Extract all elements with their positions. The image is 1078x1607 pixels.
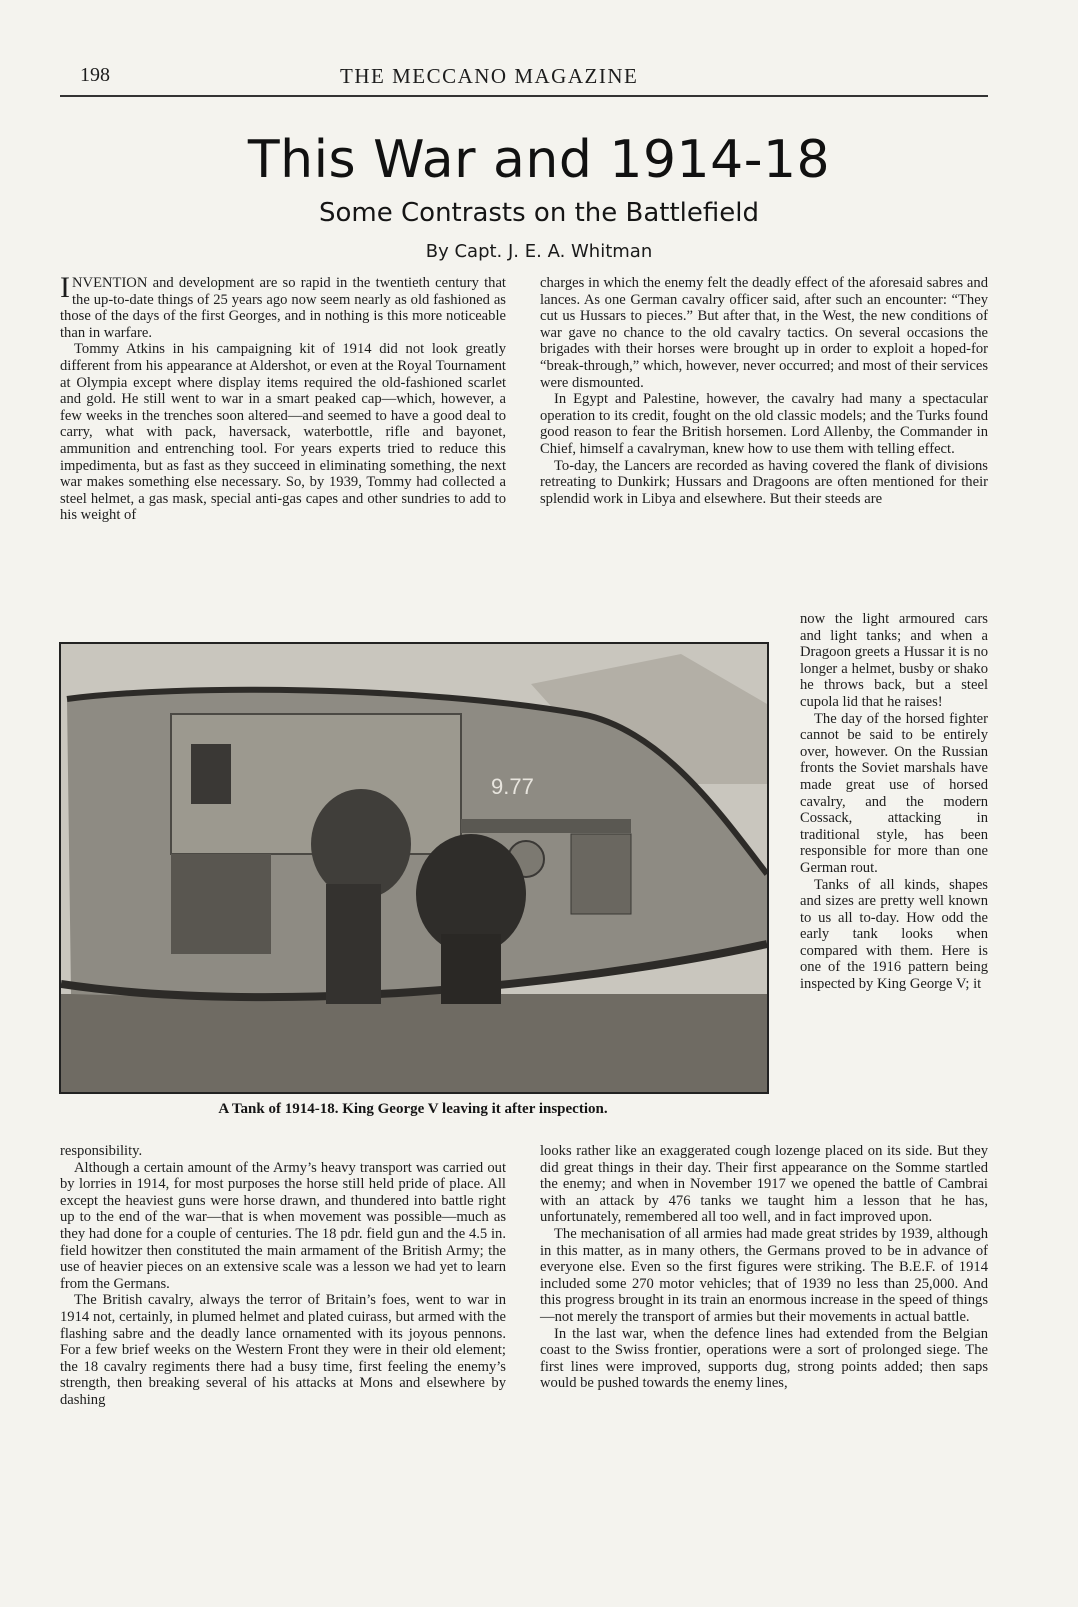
tank-door <box>171 854 271 954</box>
paragraph: The British cavalry, always the terror of Britain’s foes, went to war in 1914 not, certainly, in plumed helmet and plated cuirass, but armed with the flashing sabre and the deadly lance ornamented with its joyous pennons. For a few brief weeks on the Western Front they were in their old element; the 18 cavalry regiments there had a busy time, first feeling the enemy’s strength, then breaking several of his attacks at Mons and elsewhere by dashing <box>60 1292 506 1408</box>
figure-officer-legs <box>441 934 501 1004</box>
paragraph: In the last war, when the defence lines had extended from the Belgian coast to the Swiss frontier, operations were a sort of prolonged siege. The first lines were improved, supports dug, strong points added; then saps would be pushed towards the enemy lines, <box>540 1325 988 1392</box>
paragraph: The mechanisation of all armies had made great strides by 1939, although in this matter, as in many others, the Germans proved to be in advance of everyone else. Even so the first figures were striking. The B.E.F. of 1914 included some 270 motor vehicles; that of 1939 no less than 25,000. And this progress brought in its train an enormous increase in the speed of things—not merely the transport of armies but their movements in actual battle. <box>540 1225 988 1325</box>
column-left-bottom <box>60 1143 506 1409</box>
paragraph: To-day, the Lancers are recorded as having covered the flank of divisions retreating to Dunkirk; Hussars and Dragoons are often mentioned for their splendid work in Libya and elsewhere. But their steeds are <box>540 457 988 507</box>
article-subtitle: Some Contrasts on the Battlefield <box>319 198 759 228</box>
article-title: This War and 1914-18 <box>247 130 831 190</box>
photo-ground <box>61 994 767 1092</box>
paragraph: The day of the horsed fighter cannot be said to be entirely over, however. On the Russian fronts the Soviet marshals have made great use of horsed cavalry, and the modern Cossack, attacking in traditional style, has been responsible for more than one German rout. <box>800 710 988 876</box>
paragraph: Tanks of all kinds, shapes and sizes are pretty well known to us all to-day. How odd the early tank looks when compared with them. Here is one of the 1916 pattern being inspected by King George V; it <box>800 876 988 993</box>
engine-grille <box>571 834 631 914</box>
tank-marking: 9.77 <box>491 774 534 799</box>
paragraph: responsibility. <box>60 1143 143 1159</box>
figure-king <box>311 789 411 899</box>
paragraph: INVENTION and development are so rapid in the twentieth century that the up-to-date things of 25 years ago now seem nearly as old fashioned as those of the days of the first Georges, and in nothing is this more noticeable than in warfare. <box>60 271 506 341</box>
tank-photograph <box>59 642 769 1094</box>
paragraph: In Egypt and Palestine, however, the cavalry had many a spectacular operation to its credit, fought on the old classic models; and the Turks found good reason to fear the British horsemen. Lord Allenby, the Commander in Chief, himself a cavalryman, knew how to use them with telling effect. <box>540 391 988 457</box>
paragraph: charges in which the enemy felt the deadly effect of the aforesaid sabres and lances. As one German cavalry officer said, after such an encounter: “They cut us Hussars to pieces.” But after that, in the West, the new conditions of war gave no chance to the old cavalry tactics. On several occasions the brigades with their horses were brought up in order to exploit a hoped-for “break-through,” which, however, never occurred; and most of their services were dismounted. <box>540 275 988 391</box>
tank-illustration <box>61 644 767 1092</box>
magazine-masthead: THE MECCANO MAGAZINE <box>340 64 639 88</box>
column-right-bottom <box>540 1143 988 1392</box>
column-beside-photo <box>800 611 988 993</box>
header-rule <box>60 95 988 97</box>
column-left-top <box>60 271 506 524</box>
article-byline: By Capt. J. E. A. Whitman <box>425 241 653 262</box>
sponson-hatch <box>191 744 231 804</box>
photo-caption: A Tank of 1914-18. King George V leaving it after inspection. <box>218 1101 608 1117</box>
paragraph: Tommy Atkins in his campaigning kit of 1914 did not look greatly different from his appearance at Aldershot, or even at the Royal Tournament at Olympia except where display items required the old-fashioned scarlet and gold. He still went to war in a smart peaked cap—which, however, a few weeks in the trenches soon altered—and seemed to have a good deal to carry, what with pack, haversack, waterbottle, rifle and bayonet, ammunition and entrenching tool. For years experts tried to reduce this impedimenta, but as fast as they succeed in eliminating something, the next war makes something else necessary. So, by 1939, Tommy had collected a steel helmet, a gas mask, special anti-gas capes and other sundries to add to his weight of <box>60 341 506 524</box>
page-number: 198 <box>80 64 110 86</box>
drop-cap: I <box>60 271 70 304</box>
paragraph: looks rather like an exaggerated cough lozenge placed on its side. But they did great things in their day. Their first appearance on the Somme startled the enemy; and when in November 1917 we opened the battle of Cambrai with an attack by 476 tanks we taught him a lesson that he has, unfortunately, remembered all too well, and in fact improved upon. <box>540 1143 988 1226</box>
paragraph: now the light armoured cars and light tanks; and when a Dragoon greets a Hussar it is no longer a helmet, busby or shako he throws back, but a steel cupola lid that he raises! <box>800 611 988 710</box>
column-right-top <box>540 275 988 507</box>
paragraph: Although a certain amount of the Army’s heavy transport was carried out by lorries in 1914, for most purposes the horse still held pride of place. All except the heaviest guns were horse drawn, and thundered into battle right up to the end of the war—that is when movement was possible—much as they had done for a couple of centuries. The 18 pdr. field gun and the 4.5 in. field howitzer then constituted the main armament of the British Army; the use of heavier pieces on an extensive scale was a lesson we had yet to learn from the Germans. <box>60 1159 506 1292</box>
figure-king-legs <box>326 884 381 1004</box>
louvre-strip <box>461 819 631 833</box>
